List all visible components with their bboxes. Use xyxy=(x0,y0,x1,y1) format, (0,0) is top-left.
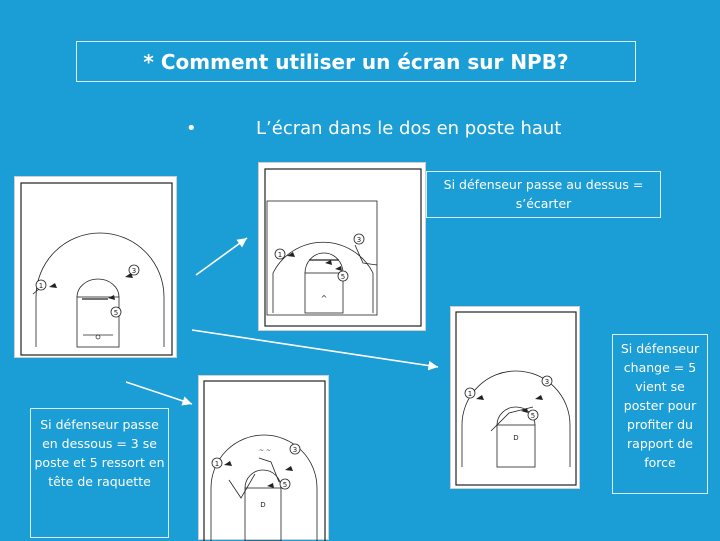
court-diagram-top xyxy=(259,163,427,332)
player-label: 1 xyxy=(214,460,220,468)
diagram-right-panel xyxy=(450,306,580,489)
player-label: 3 xyxy=(131,267,137,275)
svg-text:D: D xyxy=(260,501,266,509)
bullet-dot: • xyxy=(186,118,197,139)
note-under xyxy=(30,408,169,538)
player-label: 3 xyxy=(356,236,362,244)
player-label: 5 xyxy=(530,412,536,420)
arrow-to-bottom-diagram xyxy=(126,382,192,404)
note-over-text: Si défenseur passe au dessus = s’écarter xyxy=(443,177,644,211)
note-switch-text: Si défenseur change = 5 vient se poster pour profiter du rapport de force xyxy=(620,341,700,470)
player-label: 3 xyxy=(544,378,550,386)
player-label: 5 xyxy=(113,309,119,317)
player-label: 5 xyxy=(340,273,346,281)
player-label: 1 xyxy=(467,390,473,398)
svg-text:~ ~: ~ ~ xyxy=(259,447,271,454)
player-label: 3 xyxy=(292,446,298,454)
player-label: 5 xyxy=(282,481,288,489)
arrow-to-top-diagram xyxy=(196,238,247,275)
diagram-bottom-panel xyxy=(198,375,329,540)
arrow-to-right-diagram xyxy=(192,330,438,367)
svg-text:^: ^ xyxy=(320,294,328,303)
court-diagram-left xyxy=(15,177,178,359)
slide-title-box xyxy=(76,41,636,82)
court-diagram-right xyxy=(451,307,581,490)
note-over xyxy=(426,171,661,218)
slide-title: * Comment utiliser un écran sur NPB? xyxy=(143,49,569,74)
svg-text:D: D xyxy=(513,434,519,442)
note-under-text: Si défenseur passe en dessous = 3 se poste et 5 ressort en tête de raquette xyxy=(34,417,165,489)
bullet-text: L’écran dans le dos en poste haut xyxy=(256,118,562,139)
player-label: 1 xyxy=(277,251,283,259)
diagram-top-panel xyxy=(258,162,426,331)
court-diagram-bottom xyxy=(199,376,330,541)
note-switch xyxy=(612,334,708,494)
diagram-left-panel xyxy=(14,176,177,358)
player-label: 1 xyxy=(38,282,44,290)
